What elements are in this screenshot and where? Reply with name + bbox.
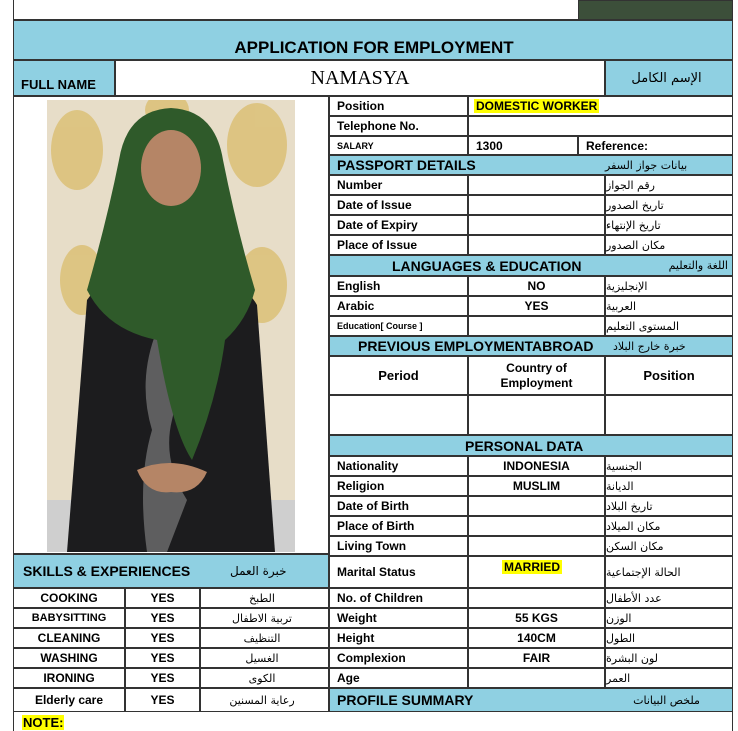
languages-title: LANGUAGES & EDUCATION — [392, 257, 582, 274]
personal-row-value — [468, 496, 605, 516]
telephone-value — [468, 116, 733, 136]
passport-row-ar: رقم الجواز — [605, 175, 733, 195]
skill-ar: رعاية المسنين — [200, 688, 329, 712]
position-cell — [468, 96, 733, 116]
skill-name: CLEANING — [13, 628, 125, 648]
skill-name: Elderly care — [13, 688, 125, 712]
marital-label: Marital Status — [329, 556, 468, 588]
skill-name: WASHING — [13, 648, 125, 668]
skill-value: YES — [125, 628, 200, 648]
personal-row-ar: الجنسية — [605, 456, 733, 476]
personal-row-label: Living Town — [329, 536, 468, 556]
full-name-ar: الإسم الكامل — [605, 60, 733, 96]
passport-title: PASSPORT DETAILS — [337, 157, 476, 173]
personal-row-value — [468, 588, 605, 608]
personal-row-ar: العمر — [605, 668, 733, 688]
personal-row-ar: الوزن — [605, 608, 733, 628]
passport-row-ar: تاريخ الصدور — [605, 195, 733, 215]
personal-row-label: Religion — [329, 476, 468, 496]
previous-empty-cell — [468, 395, 605, 435]
skill-ar: تربية الاطفال — [200, 608, 329, 628]
skills-title: SKILLS & EXPERIENCES — [23, 563, 191, 579]
passport-row-ar: مكان الصدور — [605, 235, 733, 255]
col-country: Country of Employment — [468, 356, 605, 395]
personal-row-label: Age — [329, 668, 468, 688]
col-position: Position — [605, 356, 733, 395]
personal-row-value: FAIR — [468, 648, 605, 668]
skill-value: YES — [125, 688, 200, 712]
personal-title: PERSONAL DATA — [465, 437, 584, 454]
personal-row-value: MUSLIM — [468, 476, 605, 496]
personal-row-label: Place of Birth — [329, 516, 468, 536]
language-row-label: English — [329, 276, 468, 296]
skill-name: IRONING — [13, 668, 125, 688]
language-row-value: NO — [468, 276, 605, 296]
personal-row-label: Nationality — [329, 456, 468, 476]
skill-value: YES — [125, 648, 200, 668]
personal-row-value — [468, 516, 605, 536]
marital-cell — [468, 556, 605, 588]
form-title-bar — [13, 20, 733, 60]
personal-row-label: Height — [329, 628, 468, 648]
personal-row-ar: الطول — [605, 628, 733, 648]
profile-summary-title: PROFILE SUMMARY — [337, 692, 474, 708]
skill-name: COOKING — [13, 588, 125, 608]
top-photo-fragment — [578, 0, 733, 20]
salary-value: 1300 — [468, 136, 578, 155]
personal-row-label: Date of Birth — [329, 496, 468, 516]
personal-row-value — [468, 536, 605, 556]
skill-ar: الغسيل — [200, 648, 329, 668]
passport-row-label: Number — [329, 175, 468, 195]
language-row-label: Arabic — [329, 296, 468, 316]
previous-title-ar: خبرة خارج البلاد — [613, 339, 686, 353]
position-label: Position — [329, 96, 468, 116]
skill-value: YES — [125, 588, 200, 608]
skill-ar: الكوى — [200, 668, 329, 688]
passport-row-value — [468, 195, 605, 215]
face — [141, 130, 201, 206]
telephone-label: Telephone No. — [329, 116, 468, 136]
personal-row-ar: الديانة — [605, 476, 733, 496]
languages-title-ar: اللغة والتعليم — [668, 259, 728, 272]
passport-row-ar: تاريخ الإنتهاء — [605, 215, 733, 235]
education-value — [468, 316, 605, 336]
profile-summary-ar: ملخص البيانات — [633, 693, 700, 707]
personal-row-ar: مكان السكن — [605, 536, 733, 556]
passport-row-label: Place of Issue — [329, 235, 468, 255]
skill-ar: التنظيف — [200, 628, 329, 648]
personal-row-value: INDONESIA — [468, 456, 605, 476]
personal-section-header — [329, 435, 733, 456]
language-row-ar: العربية — [605, 296, 733, 316]
note-label: NOTE: — [23, 715, 64, 730]
full-name-value: NAMASYA — [115, 60, 605, 96]
personal-row-value: 140CM — [468, 628, 605, 648]
language-row-ar: الإنجليزية — [605, 276, 733, 296]
passport-row-label: Date of Expiry — [329, 215, 468, 235]
personal-row-ar: تاريخ البلاد — [605, 496, 733, 516]
passport-row-value — [468, 175, 605, 195]
skill-ar: الطبخ — [200, 588, 329, 608]
applicant-photo — [47, 100, 295, 552]
passport-row-value — [468, 235, 605, 255]
education-ar: المستوى التعليم — [605, 316, 733, 336]
personal-row-ar: عدد الأطفال — [605, 588, 733, 608]
previous-empty-cell — [329, 395, 468, 435]
language-row-value: YES — [468, 296, 605, 316]
personal-row-ar: مكان الميلاد — [605, 516, 733, 536]
personal-row-label: No. of Children — [329, 588, 468, 608]
skill-name: BABYSITTING — [13, 608, 125, 628]
note-row — [13, 712, 733, 731]
form-title: APPLICATION FOR EMPLOYMENT — [234, 38, 514, 57]
marital-value: MARRIED — [504, 560, 560, 574]
reference-label: Reference: — [578, 136, 733, 155]
previous-title: PREVIOUS EMPLOYMENTABROAD — [358, 338, 594, 354]
personal-row-value — [468, 668, 605, 688]
position-value: DOMESTIC WORKER — [476, 99, 598, 113]
skill-value: YES — [125, 608, 200, 628]
personal-row-ar: لون البشرة — [605, 648, 733, 668]
personal-row-label: Weight — [329, 608, 468, 628]
salary-label: SALARY — [329, 136, 468, 155]
skills-title-ar: خبرة العمل — [230, 564, 287, 578]
col-period: Period — [329, 356, 468, 395]
skill-value: YES — [125, 668, 200, 688]
previous-empty-cell — [605, 395, 733, 435]
passport-title-ar: بيانات جواز السفر — [605, 158, 688, 172]
education-label: Education[ Course ] — [329, 316, 468, 336]
marital-ar: الحالة الإجتماعية — [605, 556, 733, 588]
passport-row-value — [468, 215, 605, 235]
passport-row-label: Date of Issue — [329, 195, 468, 215]
personal-row-value: 55 KGS — [468, 608, 605, 628]
full-name-label: FULL NAME — [13, 60, 115, 96]
personal-row-label: Complexion — [329, 648, 468, 668]
